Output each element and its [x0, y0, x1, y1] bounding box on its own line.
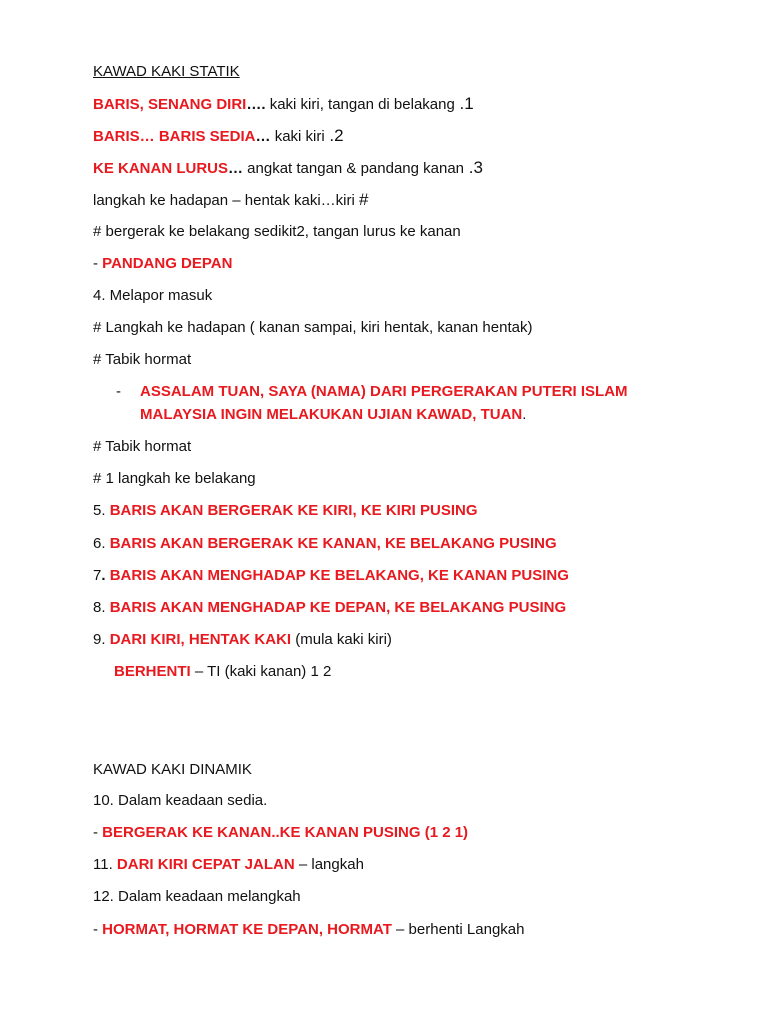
statik-line-4	[93, 190, 368, 211]
command-ke-kanan-lurus: KE KANAN LURUS	[93, 160, 228, 177]
instruction-text: langkah ke hadapan – hentak kaki…kiri	[93, 192, 360, 209]
instruction-text: # 1 langkah ke belakang	[93, 470, 256, 487]
command-ke-belakang-pusing: BARIS AKAN BERGERAK KE KANAN, KE BELAKANG PUSING	[109, 535, 557, 552]
statik-line-15	[93, 566, 569, 586]
statik-line-2	[93, 126, 344, 147]
statik-line-9	[93, 350, 191, 370]
statik-line-1	[93, 94, 474, 115]
step-number: 9.	[93, 631, 110, 648]
dots: ….	[246, 96, 266, 113]
step-number: 5.	[93, 502, 110, 519]
report-text-line-1: ASSALAM TUAN, SAYA (NAMA) DARI PERGERAKAN PUTERI ISLAM	[140, 383, 628, 400]
dots: …	[255, 128, 271, 145]
statik-line-10-bullet	[116, 382, 121, 402]
instruction-text: – TI (kaki kanan) 1 2	[190, 663, 332, 680]
section-title-dinamik	[93, 760, 252, 780]
command-baris-sedia: BARIS… BARIS SEDIA	[93, 128, 256, 145]
dash: -	[93, 255, 103, 272]
step-number: 7	[93, 567, 102, 584]
command-ke-kiri-pusing: BARIS AKAN BERGERAK KE KIRI, KE KIRI PUSING	[109, 502, 478, 519]
statik-line-11	[93, 437, 191, 457]
instruction-text: 12. Dalam keadaan melangkah	[93, 888, 301, 905]
command-ke-kanan-pusing: BARIS AKAN MENGHADAP KE BELAKANG, KE KANAN PUSING	[109, 567, 569, 584]
statik-line-12	[93, 469, 256, 489]
statik-line-10b	[140, 405, 526, 425]
step-number: .2	[324, 126, 344, 145]
instruction-text: kaki kiri, tangan di belakang	[265, 96, 455, 113]
statik-line-3	[93, 158, 483, 179]
section-title-statik	[93, 62, 240, 82]
step-number: 6.	[93, 535, 110, 552]
instruction-text: (mula kaki kiri)	[291, 631, 392, 648]
statik-line-5	[93, 222, 461, 242]
dinamik-title-text: KAWAD KAKI DINAMIK	[93, 761, 252, 778]
statik-line-13	[93, 501, 478, 521]
dinamik-line-2	[93, 823, 468, 843]
step-number: .1	[454, 94, 474, 113]
instruction-text: # bergerak ke belakang sedikit2, tangan lurus ke kanan	[93, 223, 461, 240]
command-senang-diri: BARIS, SENANG DIRI	[93, 96, 247, 113]
dots: …	[228, 160, 243, 177]
instruction-text: # Tabik hormat	[93, 438, 192, 455]
dinamik-line-3	[93, 855, 364, 875]
dinamik-line-5	[93, 920, 524, 940]
step-number: 11.	[93, 856, 117, 873]
report-text-line-2: MALAYSIA INGIN MELAKUKAN UJIAN KAWAD, TUAN	[140, 406, 523, 423]
statik-line-17	[93, 630, 392, 650]
statik-line-8	[93, 318, 532, 338]
instruction-text: 10. Dalam keadaan sedia.	[93, 792, 268, 809]
dash: -	[116, 383, 121, 400]
instruction-text: kaki kiri	[270, 128, 325, 145]
command-pandang-depan: PANDANG DEPAN	[102, 255, 233, 272]
dot: .	[101, 567, 110, 584]
statik-line-7	[93, 286, 212, 306]
statik-line-6	[93, 254, 232, 274]
dinamik-line-4	[93, 887, 301, 907]
instruction-text: # Langkah ke hadapan ( kanan sampai, kiri hentak, kanan hentak)	[93, 319, 533, 336]
instruction-text: – langkah	[294, 856, 364, 873]
dash: -	[93, 921, 103, 938]
dinamik-line-1	[93, 791, 267, 811]
command-bergerak-ke-kanan: BERGERAK KE KANAN..KE KANAN PUSING (1 2 1)	[102, 824, 469, 841]
instruction-text: 4. Melapor masuk	[93, 287, 213, 304]
dash: -	[93, 824, 103, 841]
command-berhenti: BERHENTI	[114, 663, 191, 680]
hash-mark: #	[359, 190, 369, 209]
statik-line-16	[93, 598, 566, 618]
command-cepat-jalan: DARI KIRI CEPAT JALAN	[116, 856, 295, 873]
instruction-text: – berhenti Langkah	[391, 921, 525, 938]
step-number: 8.	[93, 599, 110, 616]
statik-line-14	[93, 534, 557, 554]
statik-line-18	[114, 662, 331, 682]
step-number: .3	[464, 158, 483, 177]
period: .	[522, 406, 527, 423]
command-menghadap-depan: BARIS AKAN MENGHADAP KE DEPAN, KE BELAKANG PUSING	[109, 599, 567, 616]
statik-line-10a	[140, 382, 628, 402]
command-hentak-kaki: DARI KIRI, HENTAK KAKI	[109, 631, 292, 648]
instruction-text: angkat tangan & pandang kanan	[243, 160, 465, 177]
instruction-text: # Tabik hormat	[93, 351, 192, 368]
statik-title-text: KAWAD KAKI STATIK	[93, 63, 240, 80]
command-hormat: HORMAT, HORMAT KE DEPAN, HORMAT	[102, 921, 392, 938]
